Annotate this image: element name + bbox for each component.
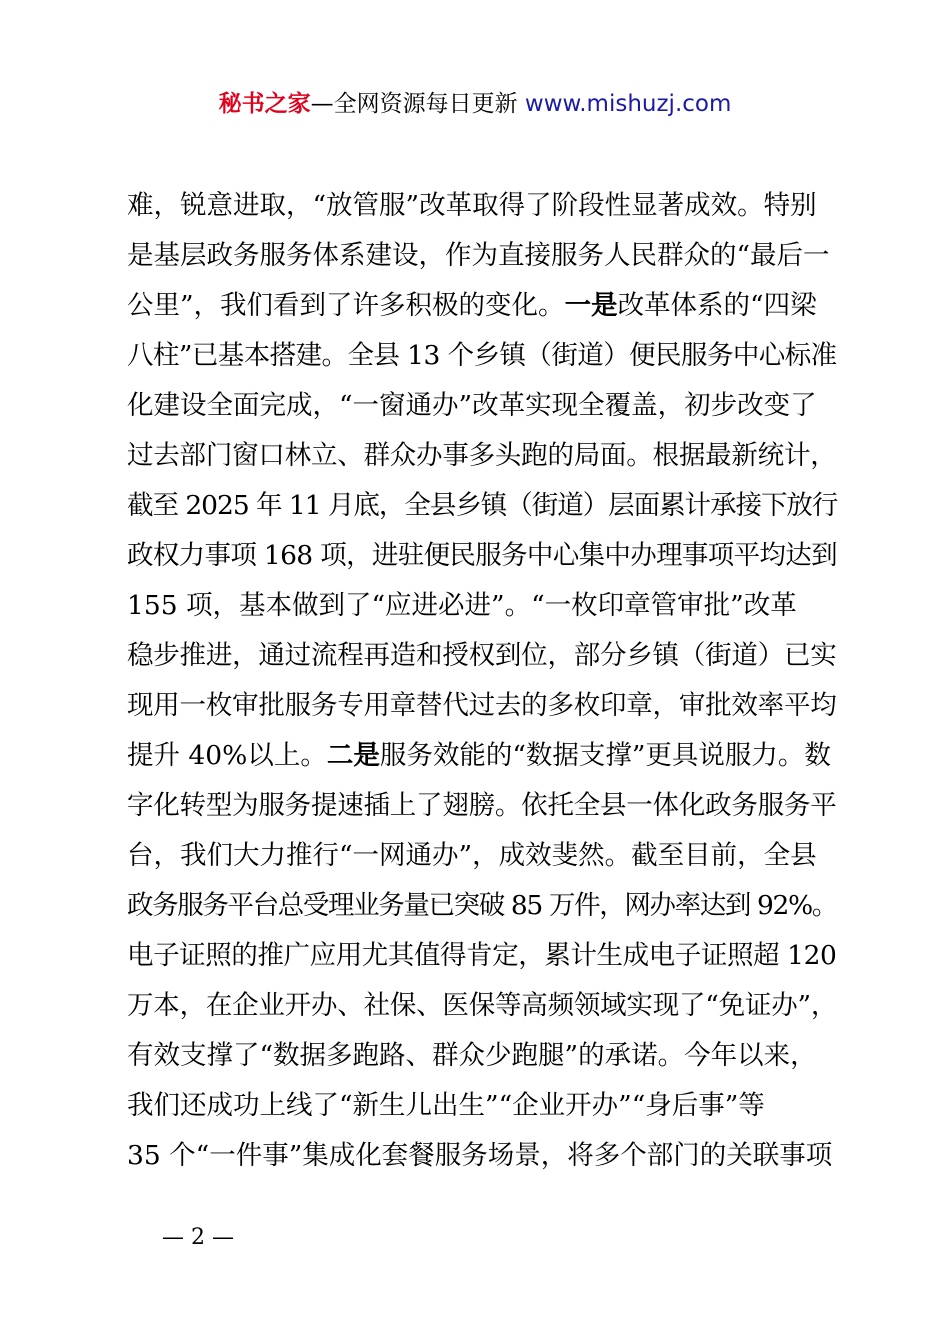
text-line <box>127 881 837 931</box>
bold-marker: 一是 <box>564 290 618 321</box>
text-line <box>127 681 837 731</box>
text-line <box>127 931 837 981</box>
text-line <box>127 1031 837 1081</box>
text-line <box>127 781 837 831</box>
text-run: 字化转型为服务提速插上了翅膀。依托全县一体化政务服务平 <box>127 790 837 821</box>
text-run: 是基层政务服务体系建设，作为直接服务人民群众的“最后一 <box>127 240 830 271</box>
text-line <box>127 731 837 781</box>
text-run: 提升 40%以上。 <box>127 740 327 771</box>
text-line <box>127 581 837 631</box>
text-run: 过去部门窗口林立、群众办事多头跑的局面。根据最新统计， <box>127 440 837 471</box>
text-line <box>127 181 837 231</box>
page-number: — 2 — <box>162 1225 234 1250</box>
text-line <box>127 1081 837 1131</box>
text-line <box>127 431 837 481</box>
text-line <box>127 331 837 381</box>
text-line <box>127 831 837 881</box>
text-run: 155 项，基本做到了“应进必进”。“一枚印章管审批”改革 <box>127 590 797 621</box>
text-run: 台，我们大力推行“一网通办”，成效斐然。截至目前，全县 <box>127 840 817 871</box>
site-name: 秘书之家 <box>218 91 311 117</box>
text-run: 公里”，我们看到了许多积极的变化。 <box>127 290 565 321</box>
text-line <box>127 281 837 331</box>
text-line <box>127 531 837 581</box>
site-url[interactable]: www.mishuzj.com <box>524 91 732 117</box>
text-run: 政务服务平台总受理业务量已突破 85 万件，网办率达到 92%。 <box>127 890 837 921</box>
text-run: 现用一枚审批服务专用章替代过去的多枚印章，审批效率平均 <box>127 690 837 721</box>
document-body <box>127 181 837 1181</box>
text-run: 政权力事项 168 项，进驻便民服务中心集中办理事项平均达到 <box>127 540 837 571</box>
text-run: 我们还成功上线了“新生儿出生”“企业开办”“身后事”等 <box>127 1090 765 1121</box>
text-run: 电子证照的推广应用尤其值得肯定，累计生成电子证照超 120 <box>127 940 837 971</box>
text-line <box>127 231 837 281</box>
watermark-header <box>0 84 950 124</box>
text-line <box>127 981 837 1031</box>
text-line <box>127 481 837 531</box>
text-run: 有效支撑了“数据多跑路、群众少跑腿”的承诺。今年以来， <box>127 1040 817 1071</box>
text-line <box>127 381 837 431</box>
text-run: 难，锐意进取，“放管服”改革取得了阶段性显著成效。特别 <box>127 190 817 221</box>
text-run: 改革体系的“四梁 <box>617 290 817 321</box>
bold-marker: 二是 <box>326 740 380 771</box>
site-slogan: —全网资源每日更新 <box>310 91 525 117</box>
text-run: 35 个“一件事”集成化套餐服务场景，将多个部门的关联事项 <box>127 1140 833 1171</box>
text-line <box>127 631 837 681</box>
text-run: 稳步推进，通过流程再造和授权到位，部分乡镇（街道）已实 <box>127 640 837 671</box>
text-run: 八柱”已基本搭建。全县 13 个乡镇（街道）便民服务中心标准 <box>127 340 837 371</box>
text-line <box>127 1131 837 1181</box>
text-run: 化建设全面完成，“一窗通办”改革实现全覆盖，初步改变了 <box>127 390 817 421</box>
text-run: 截至 2025 年 11 月底，全县乡镇（街道）层面累计承接下放行 <box>127 490 838 521</box>
text-run: 服务效能的“数据支撑”更具说服力。数 <box>379 740 831 771</box>
text-run: 万本，在企业开办、社保、医保等高频领域实现了“免证办”， <box>127 990 838 1021</box>
